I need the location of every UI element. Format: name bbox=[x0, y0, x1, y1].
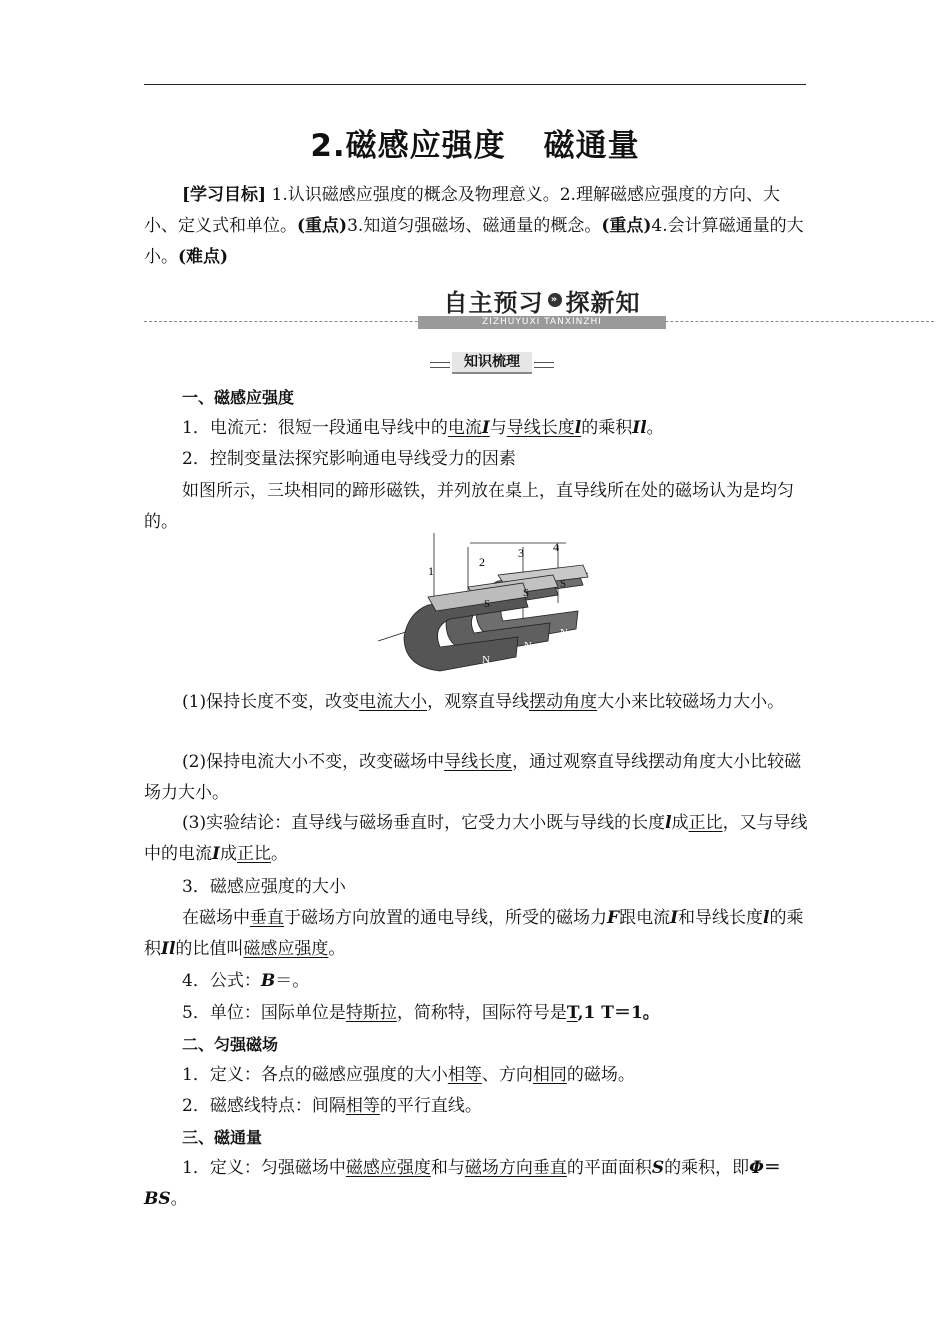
knowledge-summary-label: 知识梳理 bbox=[430, 352, 554, 374]
pole-n-1: N bbox=[482, 654, 490, 666]
pole-s-1: S bbox=[484, 598, 491, 610]
paragraph-step-2: (2)保持电流大小不变，改变磁场中导线长度，通过观察直导线摆动角度大小比较磁场力大小。 bbox=[144, 752, 802, 803]
paragraph-unit: 5．单位：国际单位是特斯拉，简称特，国际符号是T,1 T＝1。 bbox=[182, 1003, 660, 1023]
pole-n-3: N bbox=[560, 627, 568, 639]
magnet-experiment-figure bbox=[378, 533, 610, 681]
paragraph-control-variable: 2．控制变量法探究影响通电导线受力的因素 bbox=[182, 449, 516, 469]
paragraph-flux-definition: 1．定义：匀强磁场中磁感应强度和与磁场方向垂直的平面面积S的乘积，即Φ＝BS。 bbox=[144, 1158, 781, 1209]
objectives-label: [学习目标] bbox=[182, 185, 267, 205]
page-title: 2.磁感应强度 磁通量 bbox=[310, 128, 640, 164]
paragraph-step-1: (1)保持长度不变，改变电流大小，观察直导线摆动角度大小来比较磁场力大小。 bbox=[182, 692, 785, 712]
paragraph-magnitude-title: 3．磁感应强度的大小 bbox=[182, 877, 346, 897]
paragraph-current-element: 1．电流元：很短一段通电导线中的电流I与导线长度l的乘积Il。 bbox=[182, 418, 664, 438]
wire-label-4: 4 bbox=[553, 540, 559, 554]
paragraph-figure-intro: 如图所示，三块相同的蹄形磁铁，并列放在桌上，直导线所在处的磁场认为是均匀的。 bbox=[144, 481, 794, 532]
top-rule bbox=[144, 84, 806, 85]
banner-title: 自主预习 » 探新知 bbox=[443, 288, 641, 317]
paragraph-definition: 在磁场中垂直于磁场方向放置的通电导线，所受的磁场力F跟电流I和导线长度l的乘积Il的比值叫磁感应强度。 bbox=[144, 908, 804, 959]
wire-label-2: 2 bbox=[479, 555, 485, 569]
arrow-icon: » bbox=[548, 293, 562, 307]
section-heading-1: 一、磁感应强度 bbox=[182, 388, 295, 407]
pole-s-2: S bbox=[523, 587, 530, 599]
paragraph-uniform-definition: 1．定义：各点的磁感应强度的大小相等、方向相同的磁场。 bbox=[182, 1065, 635, 1085]
pole-n-2: N bbox=[524, 640, 532, 652]
wire-label-3: 3 bbox=[518, 546, 524, 560]
banner-subtitle: ZIZHUYUXI TANXINZHI bbox=[418, 316, 666, 329]
section-heading-2: 二、匀强磁场 bbox=[182, 1035, 279, 1054]
section-heading-3: 三、磁通量 bbox=[182, 1128, 263, 1147]
wire-label-1: 1 bbox=[428, 564, 434, 578]
paragraph-field-lines: 2．磁感线特点：间隔相等的平行直线。 bbox=[182, 1096, 482, 1116]
section-banner bbox=[0, 283, 950, 333]
learning-objectives: [学习目标] 1.认识磁感应强度的概念及物理意义。2.理解磁感应强度的方向、大小、定义式和单位。(重点)3.知道匀强磁场、磁通量的概念。(重点)4.会计算磁通量的大小。(难点) bbox=[144, 185, 804, 267]
paragraph-step-3: (3)实验结论：直导线与磁场垂直时，它受力大小既与导线的长度l成正比，又与导线中的电流I成正比。 bbox=[144, 813, 808, 864]
paragraph-formula: 4．公式：B＝。 bbox=[182, 971, 310, 991]
pole-s-3: S bbox=[560, 578, 567, 590]
